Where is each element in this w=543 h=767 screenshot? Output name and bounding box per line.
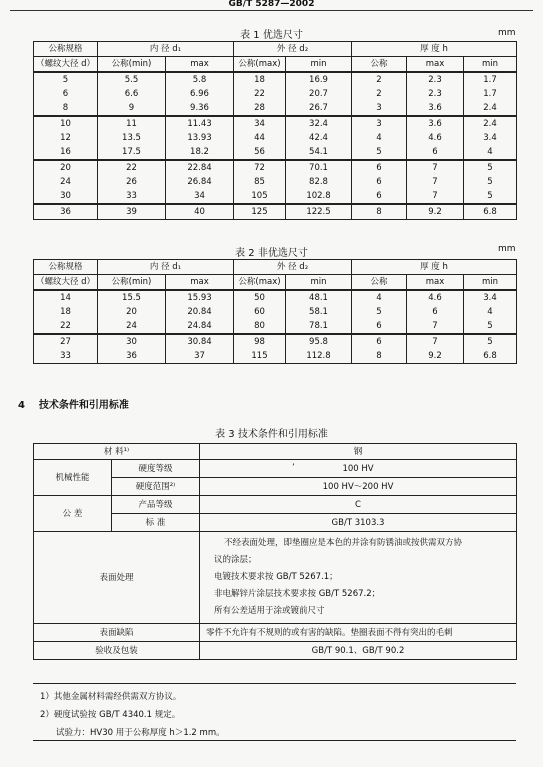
table-cell: 98 — [234, 334, 286, 349]
table-cell: 6 — [352, 334, 407, 349]
surface-treatment-label: 表面处理 — [34, 532, 200, 624]
table2-caption: 表 2 非优选尺寸 — [235, 248, 308, 259]
footnote: 2）硬度试验按 GB/T 4340.1 规定。 — [40, 710, 181, 720]
surface-defect-value: 零件不允许有不规则的或有害的缺陷。垫圈表面不得有突出的毛刺 — [200, 624, 517, 642]
table2-unit: mm — [498, 244, 516, 254]
table1-unit: mm — [498, 28, 516, 38]
table2-body — [34, 290, 517, 364]
surface-line: 不经表面处理，即垫圈应是本色的并涂有防锈油或按供需双方协 — [224, 538, 463, 548]
product-grade-value: C — [200, 496, 517, 514]
table-cell: 22 — [234, 87, 286, 101]
table-cell: 6 — [352, 319, 407, 334]
table-cell: 6 — [352, 189, 407, 204]
table-cell: 20.7 — [286, 87, 352, 101]
tolerance-label: 公 差 — [34, 496, 112, 532]
subheader-cell: min — [286, 275, 352, 291]
table-cell: 72 — [234, 160, 286, 175]
table-cell: 7 — [407, 160, 464, 175]
surface-line: 所有公差适用于涂或镀前尺寸 — [214, 606, 325, 616]
acceptance-label: 验收及包装 — [34, 642, 200, 660]
table2 — [33, 259, 517, 364]
subheader-cell: min — [286, 57, 352, 73]
table-cell: 9.2 — [407, 349, 464, 364]
table-cell: 39 — [98, 204, 166, 220]
table-cell: 6 — [352, 175, 407, 189]
table-cell: 30 — [34, 189, 98, 204]
table-cell: 85 — [234, 175, 286, 189]
spec-subheader: （螺纹大径 d） — [34, 275, 98, 291]
table-cell: 5 — [464, 334, 517, 349]
table-cell: 5 — [352, 145, 407, 160]
table-cell: 105 — [234, 189, 286, 204]
table-row — [34, 349, 517, 364]
thickness-header: 厚 度 h — [352, 260, 517, 275]
table-row — [34, 305, 517, 319]
table-cell: 15.5 — [98, 290, 166, 305]
footnotes — [40, 688, 225, 742]
table-cell: 27 — [34, 334, 98, 349]
table-cell: 8 — [352, 349, 407, 364]
table-cell: 7 — [407, 334, 464, 349]
table-cell: 33 — [34, 349, 98, 364]
table-cell: 42.4 — [286, 131, 352, 145]
table-cell: 9 — [98, 101, 166, 116]
table-cell: 2 — [352, 72, 407, 87]
table1-caption: 表 1 优选尺寸 — [240, 30, 303, 41]
stray-mark: ʼ — [292, 463, 295, 473]
table-cell: 4 — [464, 305, 517, 319]
table-cell: 32.4 — [286, 116, 352, 131]
subheader-cell: min — [464, 57, 517, 73]
page-header — [0, 0, 543, 10]
table-cell: 6 — [352, 160, 407, 175]
table-cell: 7 — [407, 319, 464, 334]
hardness-grade-label: 硬度等级 — [112, 460, 200, 478]
table-cell: 30 — [98, 334, 166, 349]
surface-treatment-text — [200, 532, 517, 624]
table-cell: 18.2 — [166, 145, 234, 160]
table-cell: 5 — [352, 305, 407, 319]
table-cell: 50 — [234, 290, 286, 305]
subheader-cell: min — [464, 275, 517, 291]
table-cell: 13.5 — [98, 131, 166, 145]
table-row — [34, 204, 517, 220]
table-row — [34, 290, 517, 305]
table-cell: 5.8 — [166, 72, 234, 87]
table-cell: 34 — [166, 189, 234, 204]
table-cell: 102.8 — [286, 189, 352, 204]
table-cell: 20 — [34, 160, 98, 175]
table-cell: 54.1 — [286, 145, 352, 160]
table-bottom-rule — [33, 740, 516, 741]
table-row — [34, 131, 517, 145]
inner-diameter-header: 内 径 d₁ — [98, 260, 234, 275]
table-cell: 2.4 — [464, 116, 517, 131]
table-cell: 4 — [352, 290, 407, 305]
table-cell: 36 — [34, 204, 98, 220]
standard-value: GB/T 3103.3 — [200, 514, 517, 532]
table-cell: 10 — [34, 116, 98, 131]
table-cell: 22 — [34, 319, 98, 334]
table-cell: 2.4 — [464, 101, 517, 116]
table1-body — [34, 72, 517, 220]
outer-diameter-header: 外 径 d₂ — [234, 260, 352, 275]
table-cell: 8 — [34, 101, 98, 116]
table-cell: 125 — [234, 204, 286, 220]
spec-header: 公称规格 — [34, 260, 98, 275]
table-cell: 36 — [98, 349, 166, 364]
table-cell: 70.1 — [286, 160, 352, 175]
table-row — [34, 319, 517, 334]
table-row — [34, 72, 517, 87]
table-cell: 122.5 — [286, 204, 352, 220]
surface-line: 非电解锌片涂层技术要求按 GB/T 5267.2； — [214, 589, 381, 599]
table-cell: 6.96 — [166, 87, 234, 101]
subheader-cell: max — [166, 57, 234, 73]
table-row — [34, 145, 517, 160]
table-cell: 4.6 — [407, 290, 464, 305]
hardness-range-value: 100 HV～200 HV — [200, 478, 517, 496]
table-cell: 16 — [34, 145, 98, 160]
table-cell: 26.84 — [166, 175, 234, 189]
table-cell: 24 — [98, 319, 166, 334]
table-cell: 26 — [98, 175, 166, 189]
table-cell: 6.8 — [464, 204, 517, 220]
section-number: 4 — [18, 400, 25, 411]
hardness-grade-value-cell — [200, 460, 517, 478]
outer-diameter-header: 外 径 d₂ — [234, 42, 352, 57]
table-cell: 5.5 — [98, 72, 166, 87]
table-cell: 6.8 — [464, 349, 517, 364]
footnote: 试验力：HV30 用于公称厚度 h＞1.2 mm。 — [56, 728, 225, 738]
thickness-header: 厚 度 h — [352, 42, 517, 57]
table-cell: 5 — [464, 319, 517, 334]
section-heading — [18, 396, 129, 411]
table-cell: 6 — [34, 87, 98, 101]
table-cell: 20 — [98, 305, 166, 319]
table-cell: 1.7 — [464, 72, 517, 87]
product-grade-label: 产品等级 — [112, 496, 200, 514]
table-cell: 3 — [352, 101, 407, 116]
section-title: 技术条件和引用标准 — [38, 400, 129, 411]
table-cell: 4.6 — [407, 131, 464, 145]
table-cell: 44 — [234, 131, 286, 145]
table-row — [34, 116, 517, 131]
table-cell: 11 — [98, 116, 166, 131]
footnote: 1）其他金属材料需经供需双方协议。 — [40, 692, 182, 702]
table-cell: 6 — [407, 305, 464, 319]
table-cell: 82.8 — [286, 175, 352, 189]
table-cell: 11.43 — [166, 116, 234, 131]
inner-diameter-header: 内 径 d₁ — [98, 42, 234, 57]
notes-rule — [33, 683, 516, 684]
table-cell: 15.93 — [166, 290, 234, 305]
table-row — [34, 101, 517, 116]
table-cell: 22 — [98, 160, 166, 175]
material-label: 材 料¹⁾ — [34, 444, 200, 460]
table-cell: 3.4 — [464, 131, 517, 145]
table-cell: 112.8 — [286, 349, 352, 364]
table-cell: 22.84 — [166, 160, 234, 175]
table-cell: 115 — [234, 349, 286, 364]
spec-header: 公称规格 — [34, 42, 98, 57]
table-cell: 5 — [464, 175, 517, 189]
table-cell: 18 — [34, 305, 98, 319]
subheader-cell: 公称(max) — [234, 275, 286, 291]
spec-subheader: （螺纹大径 d） — [34, 57, 98, 73]
mechanical-properties-label: 机械性能 — [34, 460, 112, 496]
table-cell: 4 — [464, 145, 517, 160]
table-cell: 5 — [34, 72, 98, 87]
table-cell: 2.3 — [407, 72, 464, 87]
table-cell: 58.1 — [286, 305, 352, 319]
table-cell: 3.4 — [464, 290, 517, 305]
hardness-range-label: 硬度范围²⁾ — [112, 478, 200, 496]
surface-defect-label: 表面缺陷 — [34, 624, 200, 642]
header-rule — [10, 10, 533, 11]
table-cell: 6.6 — [98, 87, 166, 101]
table-row — [34, 334, 517, 349]
table-row — [34, 189, 517, 204]
table-cell: 24.84 — [166, 319, 234, 334]
table3 — [33, 443, 517, 660]
table-cell: 5 — [464, 189, 517, 204]
table-cell: 33 — [98, 189, 166, 204]
table-cell: 48.1 — [286, 290, 352, 305]
subheader-cell: max — [407, 275, 464, 291]
surface-line: 电镀技术要求按 GB/T 5267.1； — [214, 572, 338, 582]
table-cell: 80 — [234, 319, 286, 334]
table-cell: 60 — [234, 305, 286, 319]
table1 — [33, 41, 517, 220]
table-cell: 2.3 — [407, 87, 464, 101]
table-cell: 14 — [34, 290, 98, 305]
subheader-cell: 公称 — [352, 275, 407, 291]
table-cell: 5 — [464, 160, 517, 175]
table-cell: 4 — [352, 131, 407, 145]
subheader-cell: 公称(min) — [98, 275, 166, 291]
table-row — [34, 87, 517, 101]
table-cell: 8 — [352, 204, 407, 220]
standard-label: 标 准 — [112, 514, 200, 532]
table-cell: 3.6 — [407, 101, 464, 116]
table-cell: 40 — [166, 204, 234, 220]
material-value: 钢 — [200, 444, 517, 460]
table-cell: 7 — [407, 189, 464, 204]
table-cell: 9.36 — [166, 101, 234, 116]
table-cell: 37 — [166, 349, 234, 364]
table-cell: 13.93 — [166, 131, 234, 145]
table-row — [34, 175, 517, 189]
subheader-cell: 公称(min) — [98, 57, 166, 73]
table-cell: 1.7 — [464, 87, 517, 101]
hardness-grade-value: 100 HV — [342, 463, 374, 474]
table-cell: 9.2 — [407, 204, 464, 220]
table-cell: 95.8 — [286, 334, 352, 349]
table-cell: 18 — [234, 72, 286, 87]
subheader-cell: max — [407, 57, 464, 73]
table-cell: 28 — [234, 101, 286, 116]
table-cell: 26.7 — [286, 101, 352, 116]
table-cell: 2 — [352, 87, 407, 101]
table-cell: 17.5 — [98, 145, 166, 160]
surface-line: 议的涂层； — [214, 555, 257, 565]
subheader-cell: 公称 — [352, 57, 407, 73]
standard-number: GB/T 5287—2002 — [228, 0, 315, 9]
acceptance-value: GB/T 90.1、GB/T 90.2 — [200, 642, 517, 660]
table-cell: 30.84 — [166, 334, 234, 349]
subheader-cell: max — [166, 275, 234, 291]
table-cell: 3 — [352, 116, 407, 131]
table-cell: 56 — [234, 145, 286, 160]
table3-caption: 表 3 技术条件和引用标准 — [215, 429, 328, 440]
subheader-cell: 公称(max) — [234, 57, 286, 73]
table-cell: 16.9 — [286, 72, 352, 87]
table-cell: 6 — [407, 145, 464, 160]
table-cell: 78.1 — [286, 319, 352, 334]
table-cell: 24 — [34, 175, 98, 189]
table-row — [34, 160, 517, 175]
table-cell: 20.84 — [166, 305, 234, 319]
table-cell: 7 — [407, 175, 464, 189]
table-cell: 12 — [34, 131, 98, 145]
table-cell: 34 — [234, 116, 286, 131]
table-cell: 3.6 — [407, 116, 464, 131]
